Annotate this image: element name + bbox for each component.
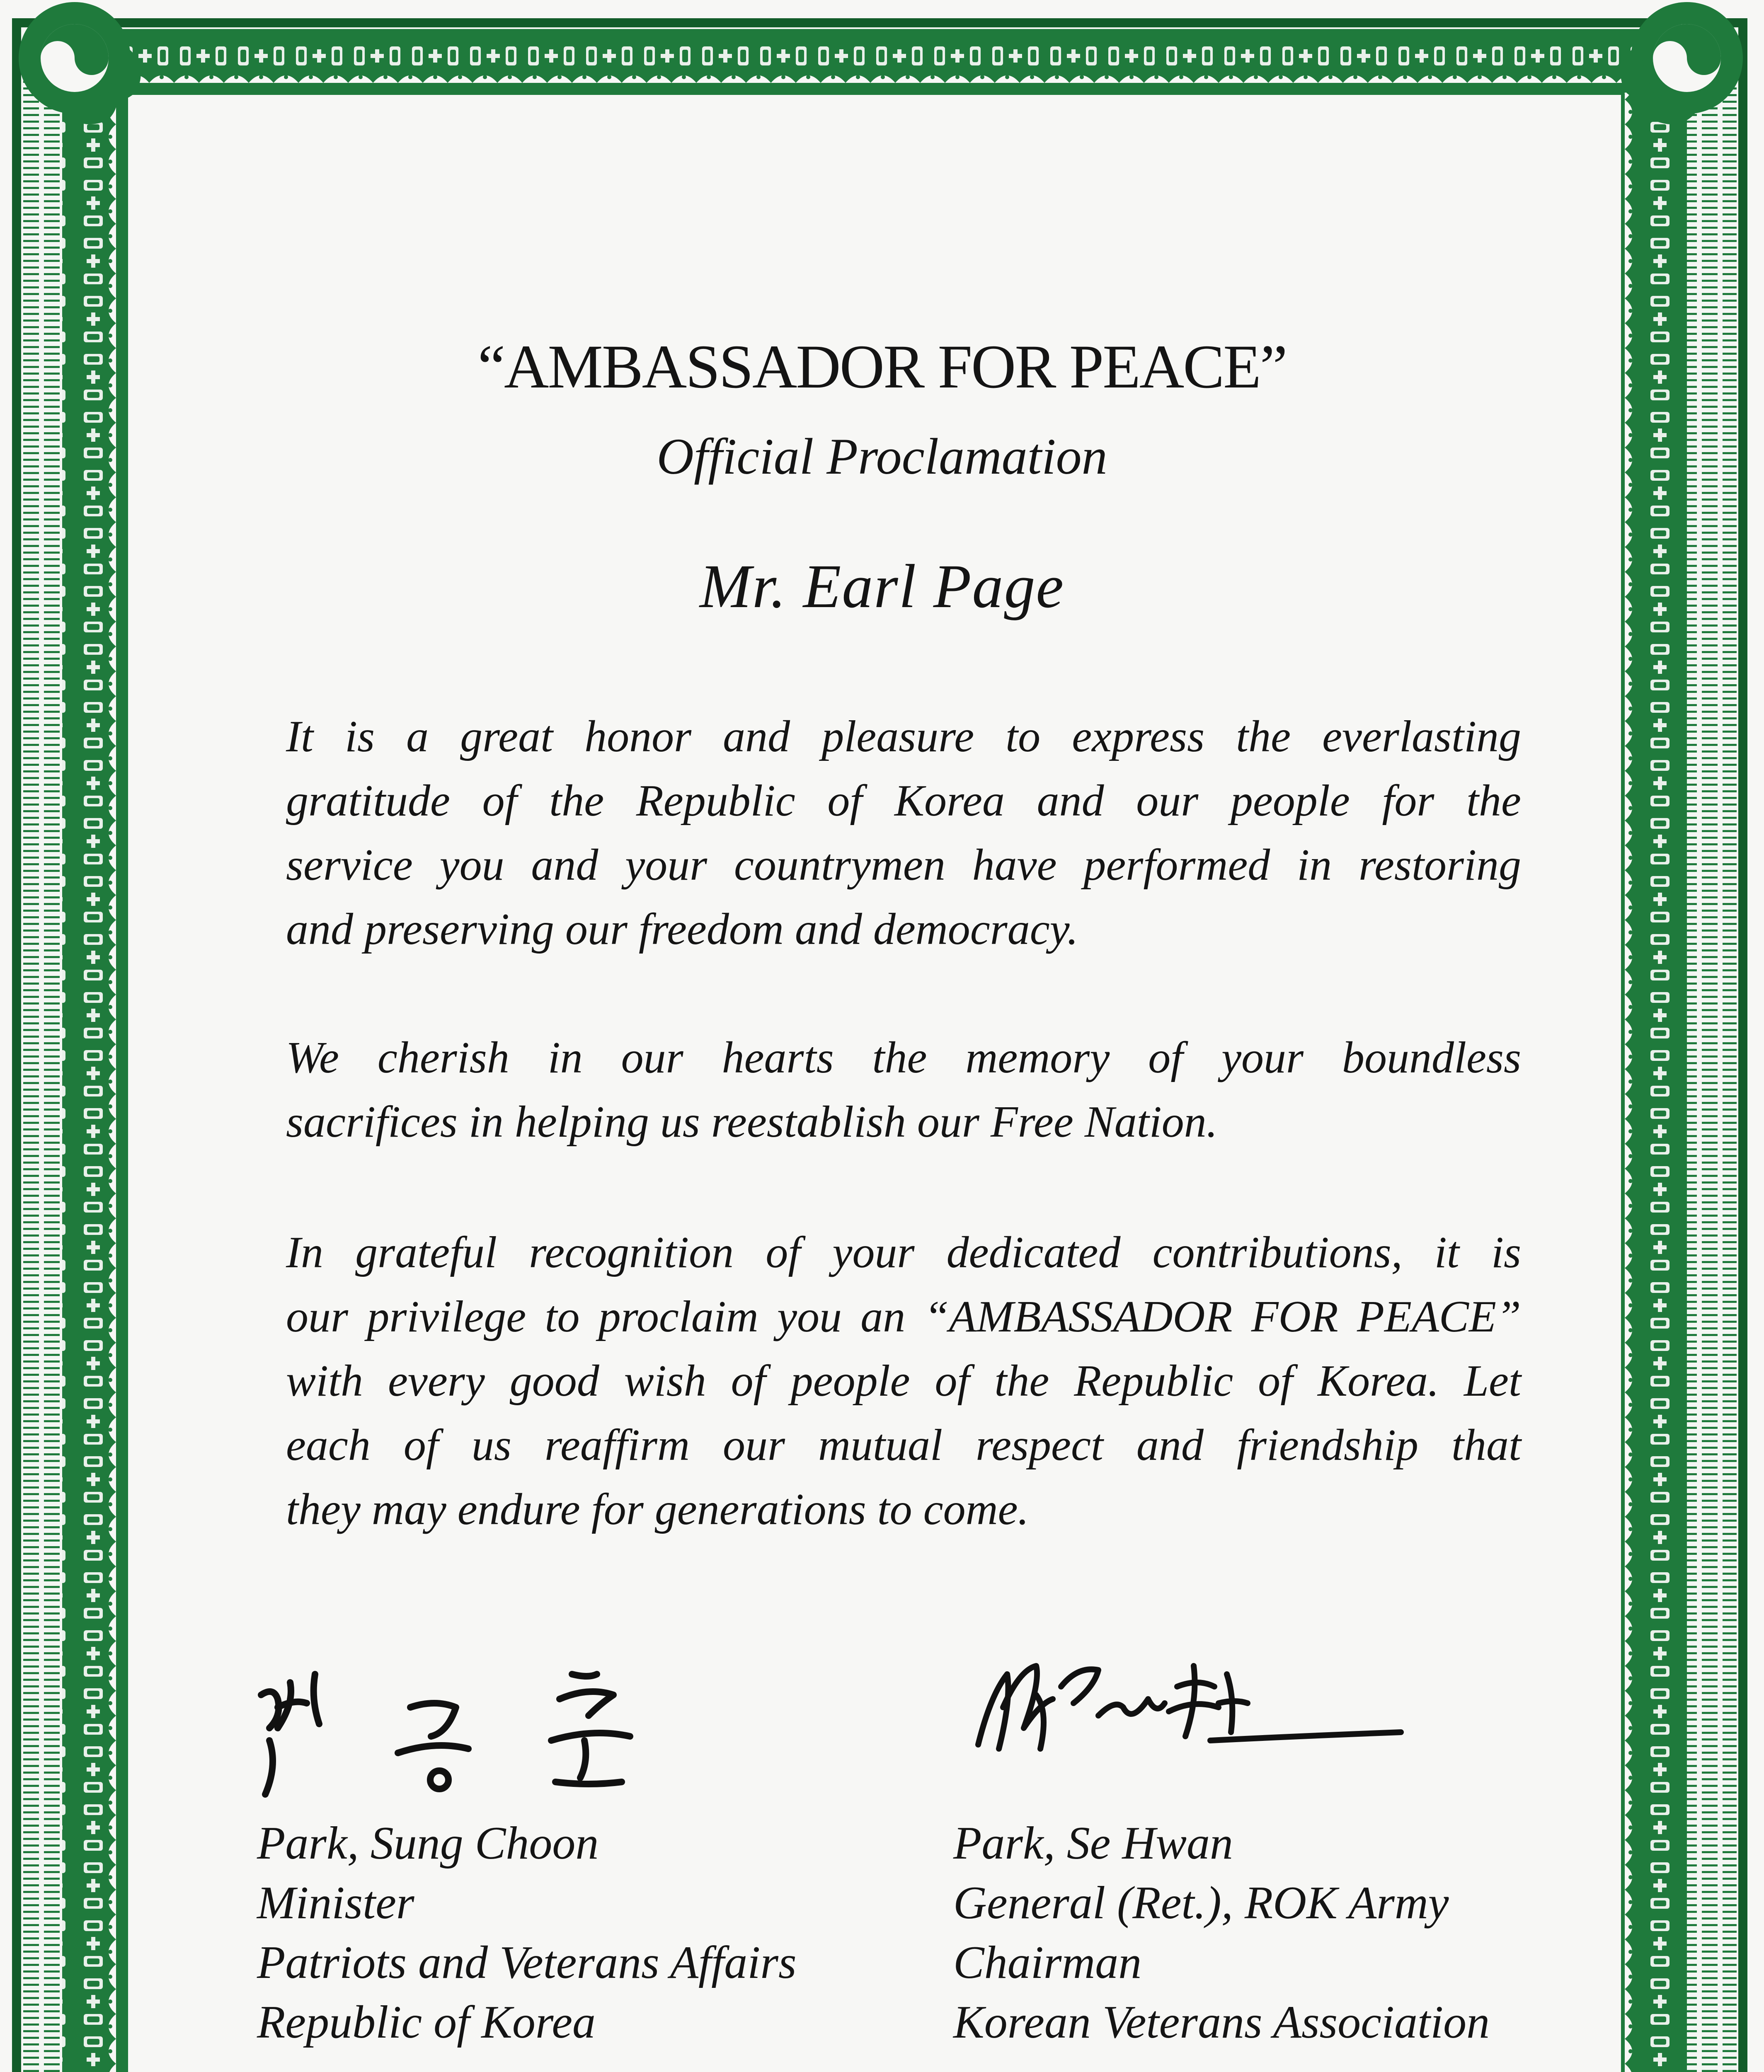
paragraph-line: It is a great honor and pleasure to express the everlasting [286,712,1521,761]
paragraph-line: each of us reaffirm our mutual respect and friendship that [286,1421,1521,1470]
signer-country: Republic of Korea [257,1997,596,2048]
signer-title: General (Ret.), ROK Army [953,1877,1449,1929]
signer-block-right [953,1813,1490,2052]
certificate-title: “AMBASSADOR FOR PEACE” [477,332,1287,401]
proclamation-paragraph-3 [286,1220,1521,1542]
certificate-subtitle: Official Proclamation [657,428,1107,485]
signer-country: Korean Veterans Association [953,1997,1490,2048]
signer-name: Park, Sung Choon [257,1818,599,1869]
paragraph-line: gratitude of the Republic of Korea and our people for the [286,776,1521,825]
signer-organization: Patriots and Veterans Affairs [257,1937,797,1988]
proclamation-paragraph-1 [286,704,1521,961]
paragraph-line: sacrifices in helping us reestablish our Free Nation. [286,1097,1218,1147]
paragraph-line: service you and your countrymen have performed in restoring [286,840,1521,890]
signature-right [962,1649,1409,1786]
paragraph-line: with every good wish of people of the Republic of Korea. Let [286,1356,1521,1406]
recipient-name: Mr. Earl Page [699,552,1065,621]
paragraph-line: We cherish in our hearts the memory of your boundless [286,1033,1521,1082]
paragraph-line: our privilege to proclaim you an “AMBASSADOR FOR PEACE” [286,1292,1521,1341]
paragraph-line: and preserving our freedom and democracy. [286,905,1078,954]
proclamation-paragraph-2 [286,1026,1521,1154]
paragraph-line: In grateful recognition of your dedicated contributions, it is [286,1228,1521,1277]
signer-block-left [257,1813,797,2052]
paragraph-line: they may endure for generations to come. [286,1485,1029,1534]
signer-title: Minister [257,1877,414,1929]
signer-organization: Chairman [953,1937,1142,1988]
signature-left [253,1658,688,1807]
signer-name: Park, Se Hwan [953,1818,1233,1869]
